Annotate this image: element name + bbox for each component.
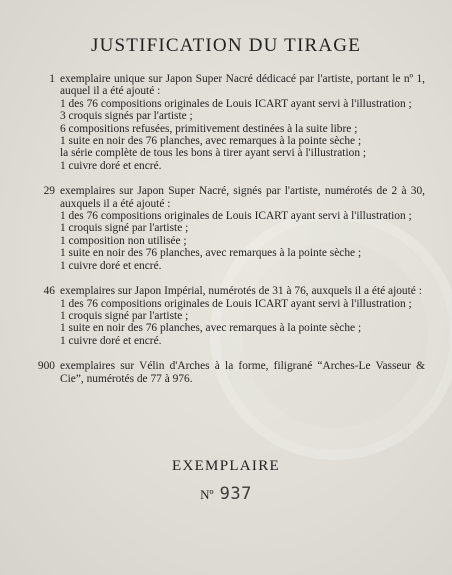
entry-count: 900 [37,360,55,373]
list-item: 1 cuivre doré et encré. [60,259,162,272]
list-item: 1 suite en noir des 76 planches, avec remarques à la pointe sèche ; [60,322,362,335]
entry-intro: exemplaires sur Japon Impérial, numérotés de 31 à 76, auxquels il a été ajouté : [60,285,422,298]
list-item: 1 suite en noir des 76 planches, avec remarques à la pointe sèche ; [60,135,362,148]
list-item: 1 des 76 compositions originales de Louis ICART ayant servi à l'illustration ; [60,210,412,223]
list-item: la série complète de tous les bons à tirer ayant servi à l'illustration ; [60,147,367,160]
entry-items [60,98,425,172]
list-item: 1 des 76 compositions originales de Louis ICART ayant servi à l'illustration ; [60,297,412,310]
list-item: 3 croquis signés par l'artiste ; [60,110,193,123]
list-item: 1 cuivre doré et encré. [60,334,162,347]
entry-intro: exemplaires sur Japon Super Nacré, signés par l'artiste, numérotés de 2 à 30, auxquels il a été ajouté : [60,185,425,210]
entry-count: 29 [43,185,55,198]
exemplaire-label: EXEMPLAIRE [172,458,280,474]
edition-list [37,73,425,398]
entry-intro: exemplaire unique sur Japon Super Nacré dédicacé par l'artiste, portant le nº 1, auquel il a été ajouté : [60,73,425,98]
list-item: 1 suite en noir des 76 planches, avec remarques à la pointe sèche ; [60,247,362,260]
page-title: JUSTIFICATION DU TIRAGE [90,35,362,56]
entry-count: 1 [49,73,55,85]
list-item: 1 croquis signé par l'artiste ; [60,222,189,235]
list-item: 1 croquis signé par l'artiste ; [60,309,189,322]
list-item: 6 compositions refusées, primitivement destinées à la suite libre ; [60,122,358,135]
list-item: 1 cuivre doré et encré. [60,159,162,172]
edition-entry-1 [45,73,425,172]
list-item: 1 des 76 compositions originales de Louis ICART ayant servi à l'illustration ; [60,97,412,110]
entry-intro: exemplaires sur Vélin d'Arches à la forme, filigrané “Arches-Le Vasseur & Cie”, numérotés de 77 à 976. [60,360,425,385]
entry-items [60,298,425,348]
edition-entry-2 [45,185,425,272]
entry-items [60,210,425,272]
edition-entry-3 [45,285,425,347]
copy-number-stamp: 937 [219,484,252,504]
number-sign: Nº [200,487,214,502]
entry-count: 46 [43,285,55,298]
exemplaire-number-line [0,484,452,504]
list-item: 1 composition non utilisée ; [60,234,187,247]
edition-entry-4 [37,360,425,385]
